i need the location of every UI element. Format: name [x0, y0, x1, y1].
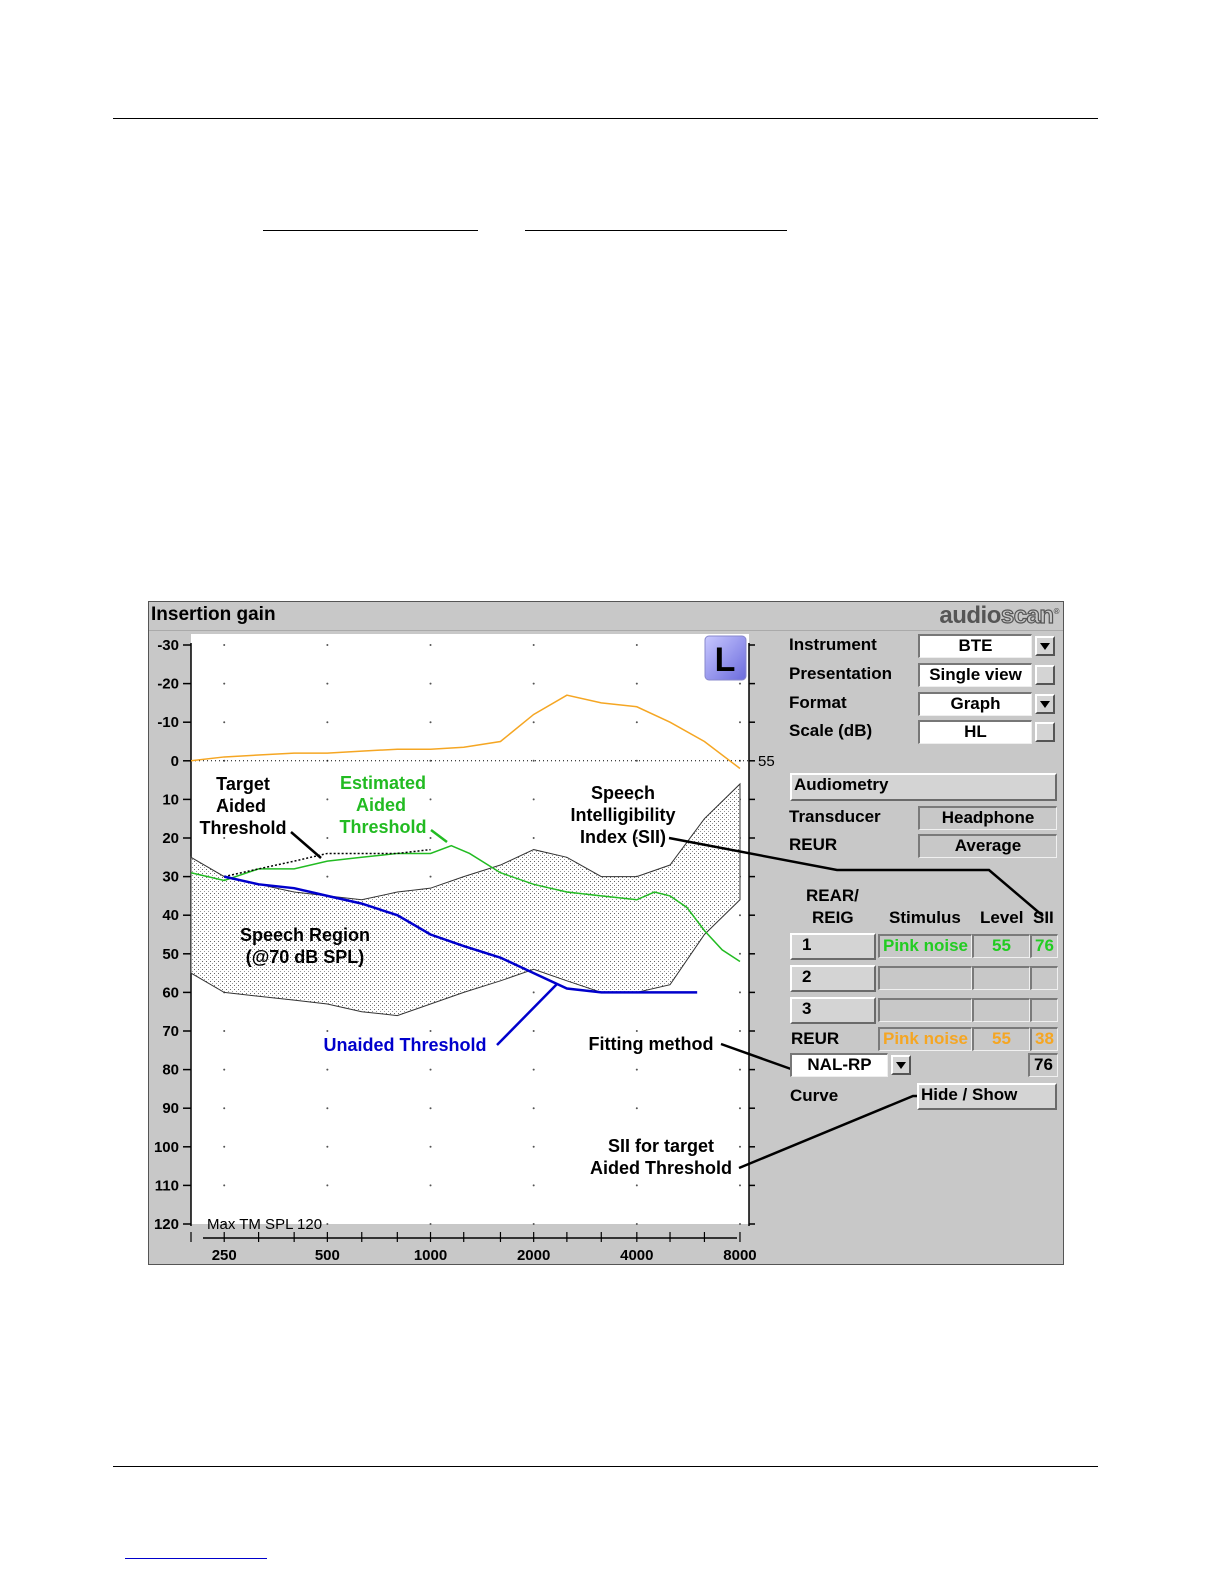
grid-dot	[533, 1184, 535, 1186]
footer-link-underline[interactable]	[125, 1558, 267, 1559]
grid-dot	[326, 1030, 328, 1032]
y-tick-label: 60	[162, 984, 179, 1002]
grid-dot	[636, 644, 638, 646]
transducer-value: Headphone	[918, 806, 1057, 830]
grid-dot	[326, 1223, 328, 1225]
grid-dot	[739, 1184, 741, 1186]
header-sii: SII	[1033, 908, 1054, 927]
grid-dot	[430, 837, 432, 839]
grid-dot	[326, 798, 328, 800]
y-tick-label: 90	[162, 1100, 179, 1118]
grid-dot	[430, 1223, 432, 1225]
y-tick-label: 40	[162, 907, 179, 925]
audioscan-logo: audioscan®	[939, 602, 1059, 629]
grid-dot	[326, 876, 328, 878]
grid-dot	[533, 1069, 535, 1071]
grid-dot	[533, 760, 535, 762]
grid-dot	[739, 1069, 741, 1071]
grid-dot	[223, 1107, 225, 1109]
presentation-field[interactable]: Single view	[918, 663, 1032, 687]
instrument-dropdown-icon[interactable]	[1035, 636, 1055, 656]
reur-label: REUR	[789, 835, 838, 854]
y-tick-label: 110	[154, 1177, 179, 1195]
title-divider	[149, 630, 1063, 631]
grid-dot	[223, 1030, 225, 1032]
grid-dot	[533, 837, 535, 839]
curve-label: Curve	[790, 1086, 839, 1105]
presentation-toggle[interactable]	[1035, 665, 1055, 685]
x-tick-label: 2000	[516, 1247, 551, 1264]
grid-dot	[326, 683, 328, 685]
row2-sii	[1030, 966, 1058, 990]
instrument-select[interactable]: BTE	[918, 634, 1032, 658]
row2-stimulus	[878, 966, 972, 990]
rear-2-button[interactable]: 2	[790, 965, 876, 992]
grid-dot	[533, 1146, 535, 1148]
grid-dot	[430, 644, 432, 646]
audiometry-button[interactable]: Audiometry	[790, 773, 1057, 801]
grid-dot	[533, 1030, 535, 1032]
ann-fitting: Fitting method	[588, 1034, 714, 1054]
grid-dot	[739, 953, 741, 955]
scale-label: Scale (dB)	[789, 721, 873, 740]
ann-sii-2: Intelligibility	[570, 805, 676, 825]
grid-dot	[430, 1030, 432, 1032]
grid-dot	[533, 644, 535, 646]
header-rear: REAR/	[806, 886, 859, 905]
grid-dot	[533, 991, 535, 993]
blank-line-2	[525, 230, 787, 231]
row3-stimulus	[878, 998, 972, 1022]
grid-dot	[430, 1107, 432, 1109]
ann-sii-target-2: Aided Threshold	[589, 1158, 733, 1178]
grid-dot	[636, 1069, 638, 1071]
y-tick-label: 120	[153, 1216, 179, 1233]
ann-target-3: Threshold	[199, 818, 287, 838]
reur-row-label: REUR	[791, 1029, 840, 1048]
reur-row-sii: 38	[1030, 1027, 1058, 1051]
target-sii-value: 76	[1028, 1053, 1058, 1077]
x-tick-label: 1000	[413, 1247, 448, 1264]
grid-dot	[326, 1069, 328, 1071]
y-tick-label: -20	[157, 675, 179, 693]
ann-est-2: Aided	[355, 795, 407, 815]
ann-unaided: Unaided Threshold	[323, 1035, 487, 1055]
reur-row-stimulus: Pink noise	[878, 1027, 972, 1051]
ear-badge-label: L	[714, 641, 736, 679]
y-tick-label: 20	[162, 830, 179, 847]
grid-dot	[430, 1146, 432, 1148]
grid-dot	[223, 644, 225, 646]
y-tick-label: 100	[153, 1138, 179, 1156]
grid-dot	[636, 760, 638, 762]
grid-dot	[326, 644, 328, 646]
grid-dot	[739, 1223, 741, 1225]
ann-est-1: Estimated	[339, 773, 427, 793]
y-tick-label: -10	[157, 714, 179, 732]
rear-3-button[interactable]: 3	[790, 997, 876, 1024]
grid-dot	[430, 721, 432, 723]
transducer-label: Transducer	[789, 807, 881, 826]
footer-rule	[113, 1466, 1098, 1467]
y-tick-label: 30	[162, 868, 179, 886]
grid-dot	[636, 1030, 638, 1032]
ann-target-2: Aided	[215, 796, 267, 816]
grid-dot	[430, 876, 432, 878]
grid-dot	[739, 991, 741, 993]
max-spl-label: Max TM SPL 120	[207, 1216, 323, 1233]
blank-line-1	[263, 230, 478, 231]
reur-value: Average	[918, 834, 1057, 858]
grid-dot	[739, 721, 741, 723]
grid-dot	[223, 1069, 225, 1071]
grid-dot	[739, 1146, 741, 1148]
grid-dot	[223, 1146, 225, 1148]
grid-dot	[533, 1223, 535, 1225]
scale-toggle[interactable]	[1035, 722, 1055, 742]
header-rule	[113, 118, 1098, 119]
ann-speech-2: (@70 dB SPL)	[245, 947, 365, 967]
grid-dot	[636, 721, 638, 723]
y-tick-label: 50	[162, 945, 179, 963]
grid-dot	[430, 798, 432, 800]
row1-level: 55	[972, 934, 1030, 958]
reur-row-level: 55	[972, 1027, 1030, 1051]
ann-est-3: Threshold	[339, 817, 427, 837]
fitting-method-select[interactable]: NAL-RP	[790, 1053, 888, 1077]
grid-dot	[533, 721, 535, 723]
header-stimulus: Stimulus	[889, 908, 961, 927]
grid-dot	[326, 721, 328, 723]
row3-level	[972, 998, 1030, 1022]
grid-dot	[533, 798, 535, 800]
grid-dot	[223, 683, 225, 685]
format-label: Format	[789, 693, 847, 712]
grid-dot	[636, 1223, 638, 1225]
grid-dot	[636, 1107, 638, 1109]
x-tick-label: 4000	[620, 1247, 654, 1264]
grid-dot	[430, 683, 432, 685]
grid-dot	[430, 1184, 432, 1186]
presentation-label: Presentation	[789, 664, 892, 683]
instrument-label: Instrument	[789, 635, 877, 654]
row3-sii	[1030, 998, 1058, 1022]
x-tick-label: 8000	[723, 1247, 757, 1264]
insertion-gain-screen	[148, 601, 1064, 1265]
grid-dot	[430, 1069, 432, 1071]
grid-dot	[739, 683, 741, 685]
grid-dot	[326, 837, 328, 839]
ann-sii-1: Speech	[590, 783, 656, 803]
fitting-method-dropdown-icon[interactable]	[891, 1055, 911, 1075]
y-tick-label: 10	[162, 791, 179, 809]
format-dropdown-icon[interactable]	[1035, 694, 1055, 714]
ann-sii-3: Index (SII)	[579, 827, 667, 847]
header-reig: REIG	[812, 908, 854, 927]
grid-dot	[533, 1107, 535, 1109]
grid-dot	[636, 1184, 638, 1186]
row1-stimulus: Pink noise	[878, 934, 972, 958]
ann-sii-target-1: SII for target	[607, 1136, 715, 1156]
grid-dot	[326, 1107, 328, 1109]
row1-sii: 76	[1030, 934, 1058, 958]
right-axis-marker: 55	[758, 753, 775, 770]
screen-title: Insertion gain	[151, 604, 276, 625]
header-level: Level	[980, 908, 1024, 927]
grid-dot	[326, 1146, 328, 1148]
row2-level	[972, 966, 1030, 990]
x-tick-label: 250	[211, 1247, 237, 1264]
grid-dot	[636, 683, 638, 685]
ann-target-1: Target	[216, 774, 270, 794]
y-tick-label: 0	[170, 752, 179, 770]
grid-dot	[739, 914, 741, 916]
grid-dot	[739, 1107, 741, 1109]
grid-dot	[223, 721, 225, 723]
y-tick-label: 80	[162, 1061, 179, 1079]
x-tick-label: 500	[314, 1247, 340, 1264]
grid-dot	[533, 683, 535, 685]
ann-speech-1: Speech Region	[239, 925, 371, 945]
scale-field[interactable]: HL	[918, 720, 1032, 744]
format-select[interactable]: Graph	[918, 692, 1032, 716]
hide-show-button[interactable]: Hide / Show	[917, 1083, 1057, 1110]
y-tick-label: 70	[162, 1023, 179, 1040]
grid-dot	[326, 1184, 328, 1186]
grid-dot	[739, 1030, 741, 1032]
y-tick-label: -30	[157, 637, 179, 654]
grid-dot	[223, 1184, 225, 1186]
rear-1-button[interactable]: 1	[790, 933, 876, 960]
